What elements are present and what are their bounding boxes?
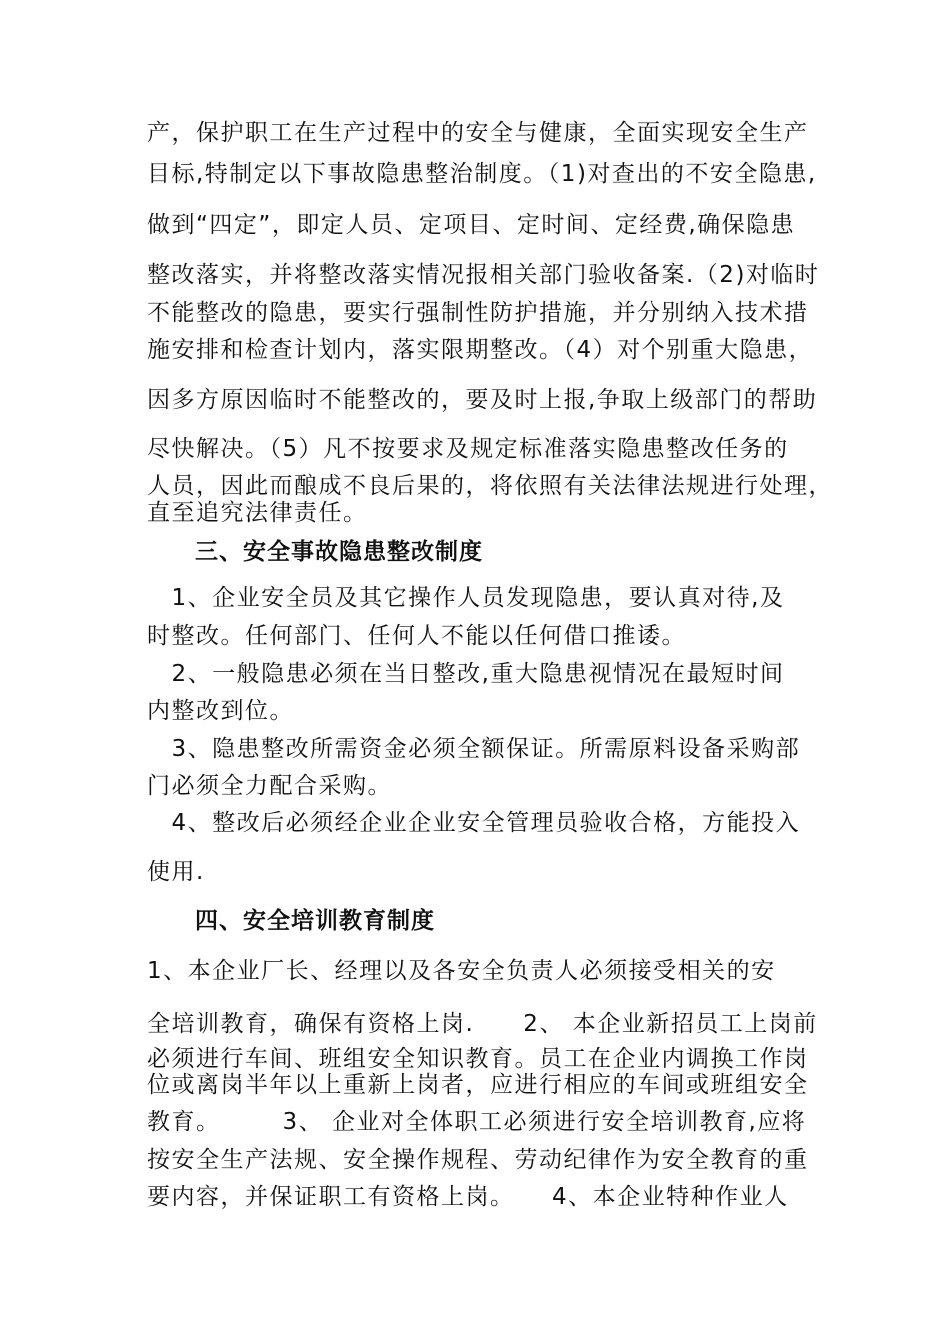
body-line: 直至追究法律责任。 (147, 500, 368, 526)
body-line: 1、本企业厂长、经理以及各安全负责人必须接受相关的安 (147, 958, 776, 984)
body-line: 使用. (147, 859, 205, 885)
body-line: 必须进行车间、班组安全知识教育。员工在企业内调换工作岗 (147, 1046, 809, 1072)
body-line: 按安全生产法规、安全操作规程、劳动纪律作为安全教育的重 (147, 1147, 809, 1173)
body-line: 内整改到位。 (147, 698, 294, 724)
body-line: 位或离岗半年以上重新上岗者，应进行相应的车间或班组安全 (147, 1072, 809, 1098)
body-line: 要内容，并保证职工有资格上岗。 4、本企业特种作业人 (147, 1184, 789, 1210)
body-line: 人员，因此而酿成不良后果的，将依照有关法律法规进行处理， (147, 473, 833, 499)
body-line: 教育。 3、 企业对全体职工必须进行安全培训教育,应将 (147, 1109, 807, 1135)
body-line: 门必须全力配合采购。 (147, 773, 392, 799)
body-line: 不能整改的隐患，要实行强制性防护措施，并分别纳入技术措 (147, 300, 809, 326)
body-line: 因多方原因临时不能整改的，要及时上报,争取上级部门的帮助 (147, 387, 818, 413)
body-line: 时整改。任何部门、任何人不能以任何借口推诿。 (147, 623, 686, 649)
body-line: 尽快解决。（5）凡不按要求及规定标准落实隐患整改任务的 (147, 436, 789, 462)
body-line: 3、隐患整改所需资金必须全额保证。所需原料设备采购部 (147, 736, 801, 762)
body-line: 做到“四定”，即定人员、定项目、定时间、定经费,确保隐患 (147, 212, 796, 238)
section-heading: 三、安全事故隐患整改制度 (195, 539, 483, 565)
body-line: 产，保护职工在生产过程中的安全与健康，全面实现安全生产 (147, 120, 809, 146)
section-heading: 四、安全培训教育制度 (195, 908, 435, 934)
body-line: 1、企业安全员及其它操作人员发现隐患，要认真对待,及 (147, 585, 785, 611)
body-line: 整改落实，并将整改落实情况报相关部门验收备案.（2)对临时 (147, 262, 820, 288)
body-line: 目标,特制定以下事故隐患整治制度。（1)对查出的不安全隐患, (147, 161, 817, 187)
body-line: 施安排和检查计划内，落实限期整改。（4）对个别重大隐患， (147, 337, 814, 363)
body-line: 4、整改后必须经企业企业安全管理员验收合格，方能投入 (147, 810, 801, 836)
body-line: 全培训教育，确保有资格上岗. 2、 本企业新招员工上岗前 (147, 1011, 818, 1037)
body-line: 2、一般隐患必须在当日整改,重大隐患视情况在最短时间 (147, 661, 785, 687)
